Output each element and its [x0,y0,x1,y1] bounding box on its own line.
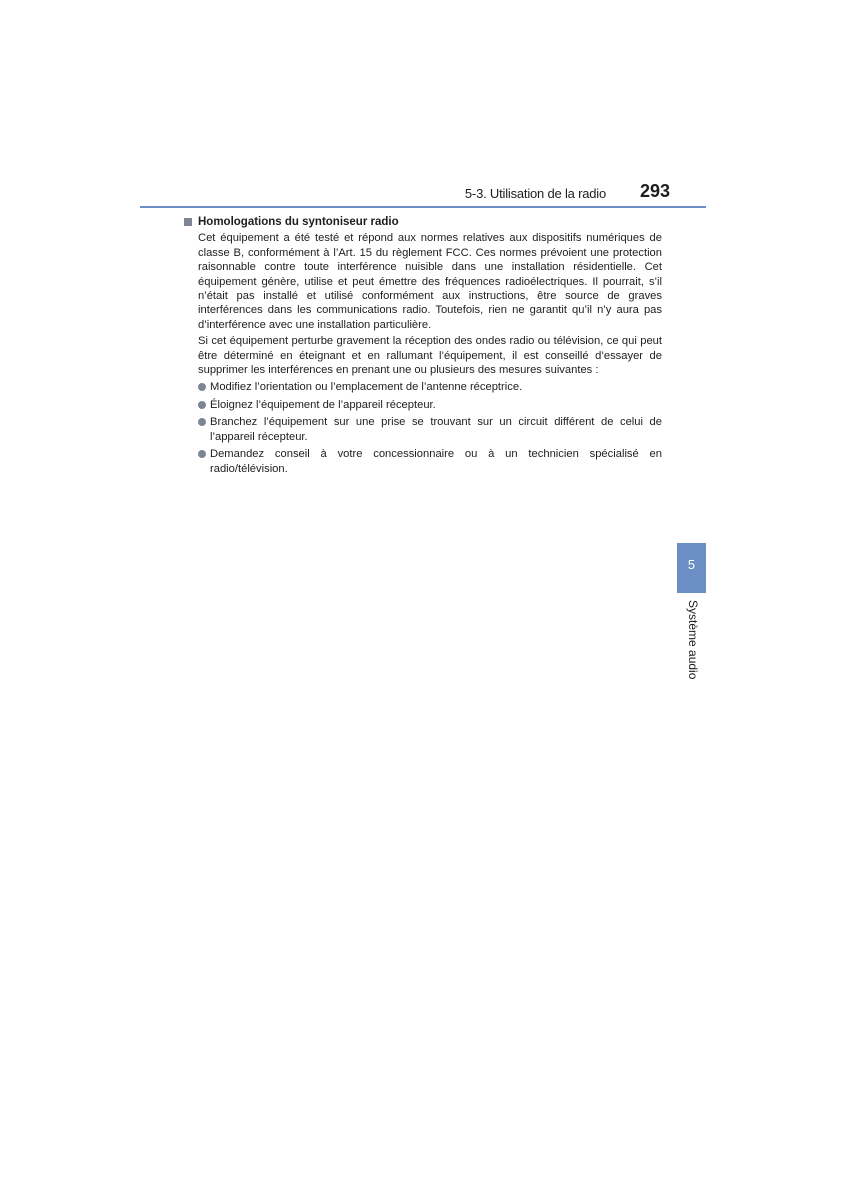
section-heading-text: Homologations du syntoniseur radio [198,216,399,228]
measures-list [198,380,662,475]
round-bullet-icon [198,401,206,409]
round-bullet-icon [198,418,206,426]
page-header [140,181,706,205]
section-title: 5-3. Utilisation de la radio [464,186,606,201]
round-bullet-icon [198,450,206,458]
chapter-tab [677,543,706,593]
list-item [198,398,662,412]
square-bullet-icon [184,218,192,226]
page-number: 293 [639,181,670,201]
round-bullet-icon [198,383,206,391]
list-item-text: Éloignez l’équipement de l’appareil récepteur. [210,398,436,411]
list-item-text: Modifiez l’orientation ou l’emplacement de l’antenne réceptrice. [210,381,523,394]
list-item [198,415,662,444]
list-item [198,447,662,476]
list-item [198,380,662,394]
main-content [184,215,662,479]
list-item-text: Branchez l’équipement sur une prise se trouvant sur un circuit différent de celui de l’appareil récepteur. [210,416,662,443]
list-item-text: Demandez conseil à votre concessionnaire ou à un technicien spécialisé en radio/télévision. [210,448,662,475]
chapter-number: 5 [687,557,696,572]
paragraph-interference: Si cet équipement perturbe gravement la réception des ondes radio ou télévision, ce qui peut être déterminé en éteignant et en rallumant l’équipement, il est conseillé d’essayer de supprimer les interférences en prenant une ou plusieurs des mesures suivantes : [198,335,662,377]
section-heading [184,215,662,229]
paragraph-fcc-compliance: Cet équipement a été testé et répond aux normes relatives aux dispositifs numériques de classe B, conformément à l’Art. 15 du règlement FCC. Ces normes prévoient une protection raisonnable contre toute interférence nuisible dans une installation résidentielle. Cet équipement génère, utilise et peut émettre des fréquences radioélectriques. Il pourrait, s’il n’était pas installé et utilisé conformément aux instructions, être source de graves interférences dans les communications radio. Toutefois, rien ne garantit qu’il n’y aura pas d’interférence avec une installation particulière. [198,232,662,331]
chapter-label: Système audio [686,600,700,680]
header-divider [140,206,706,208]
